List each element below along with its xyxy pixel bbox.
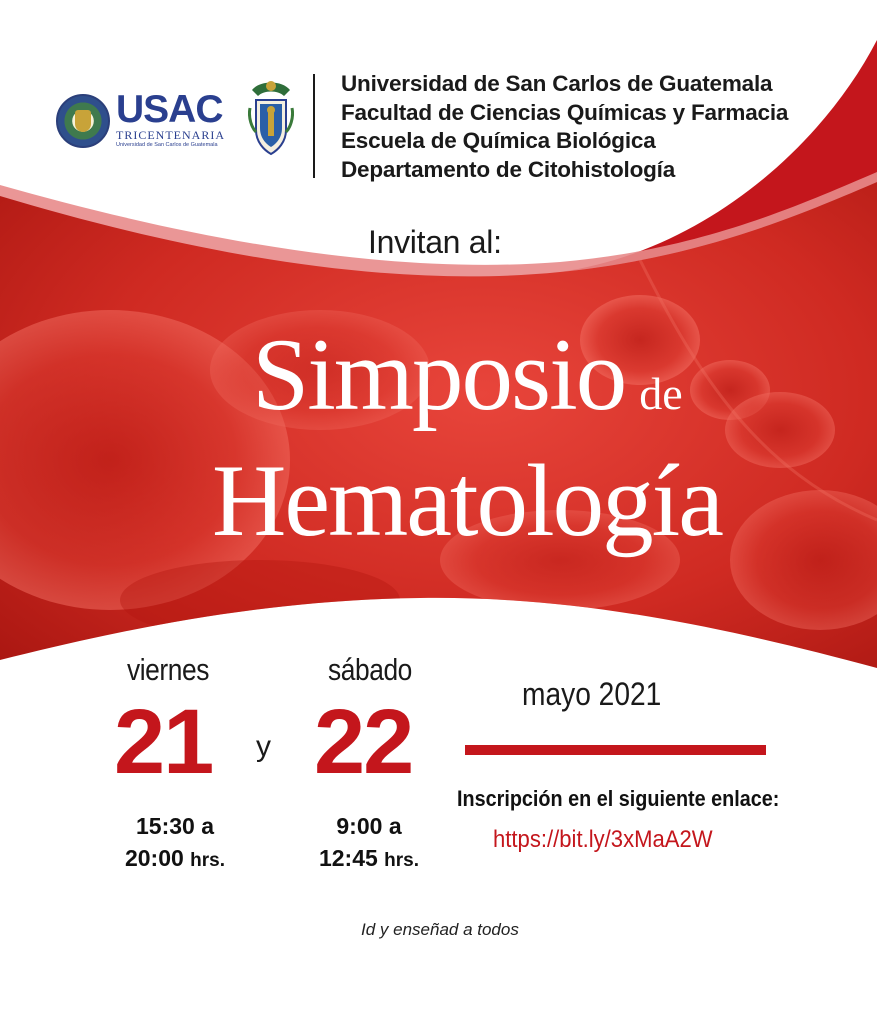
day1-time [100, 810, 250, 877]
red-divider-bar [465, 745, 766, 755]
day1-date: 21 [114, 691, 213, 793]
registration-link[interactable]: https://bit.ly/3xMaA2W [493, 826, 713, 853]
day2-date: 22 [314, 691, 413, 793]
day-connector: y [256, 730, 271, 763]
title-simposio: Simposio [252, 318, 626, 432]
faculty-crest-icon [248, 78, 294, 158]
motto-text: Id y enseñad a todos [361, 920, 519, 939]
usac-logo [56, 90, 236, 154]
day1-time-start: 15:30 a [135, 813, 214, 839]
day2-time-start: 9:00 a [336, 813, 402, 839]
title-hematologia: Hematología [212, 444, 722, 558]
title-line-1 [252, 320, 683, 449]
day2-time-end-row [294, 842, 444, 877]
day1-time-suffix: hrs. [190, 850, 226, 871]
usac-seal-icon [56, 94, 110, 148]
day1-time-end-row [100, 842, 250, 877]
header-line-faculty: Facultad de Ciencias Químicas y Farmacia [341, 99, 789, 125]
day2-weekday: sábado [328, 652, 412, 687]
day2-time [294, 810, 444, 877]
day2-time-suffix: hrs. [384, 850, 420, 871]
title-connector: de [639, 368, 683, 419]
usac-logo-subtitle: Universidad de San Carlos de Guatemala [116, 142, 218, 148]
header-line-department: Departamento de Citohistología [341, 156, 676, 182]
usac-logo-tagline: TRICENTENARIA [116, 128, 225, 142]
header-divider [313, 74, 315, 178]
event-month: mayo 2021 [522, 676, 662, 712]
header-line-school: Escuela de Química Biológica [341, 128, 656, 153]
registration-label: Inscripción en el siguiente enlace: [457, 786, 780, 811]
day1-weekday: viernes [127, 652, 209, 687]
day1-time-end: 20:00 [124, 845, 184, 871]
invite-text: Invitan al: [368, 224, 502, 260]
header-line-university: Universidad de San Carlos de Guatemala [341, 71, 773, 96]
institution-header [341, 70, 788, 184]
day2-time-end: 12:45 [318, 845, 378, 871]
usac-logo-word: USAC [116, 88, 223, 131]
